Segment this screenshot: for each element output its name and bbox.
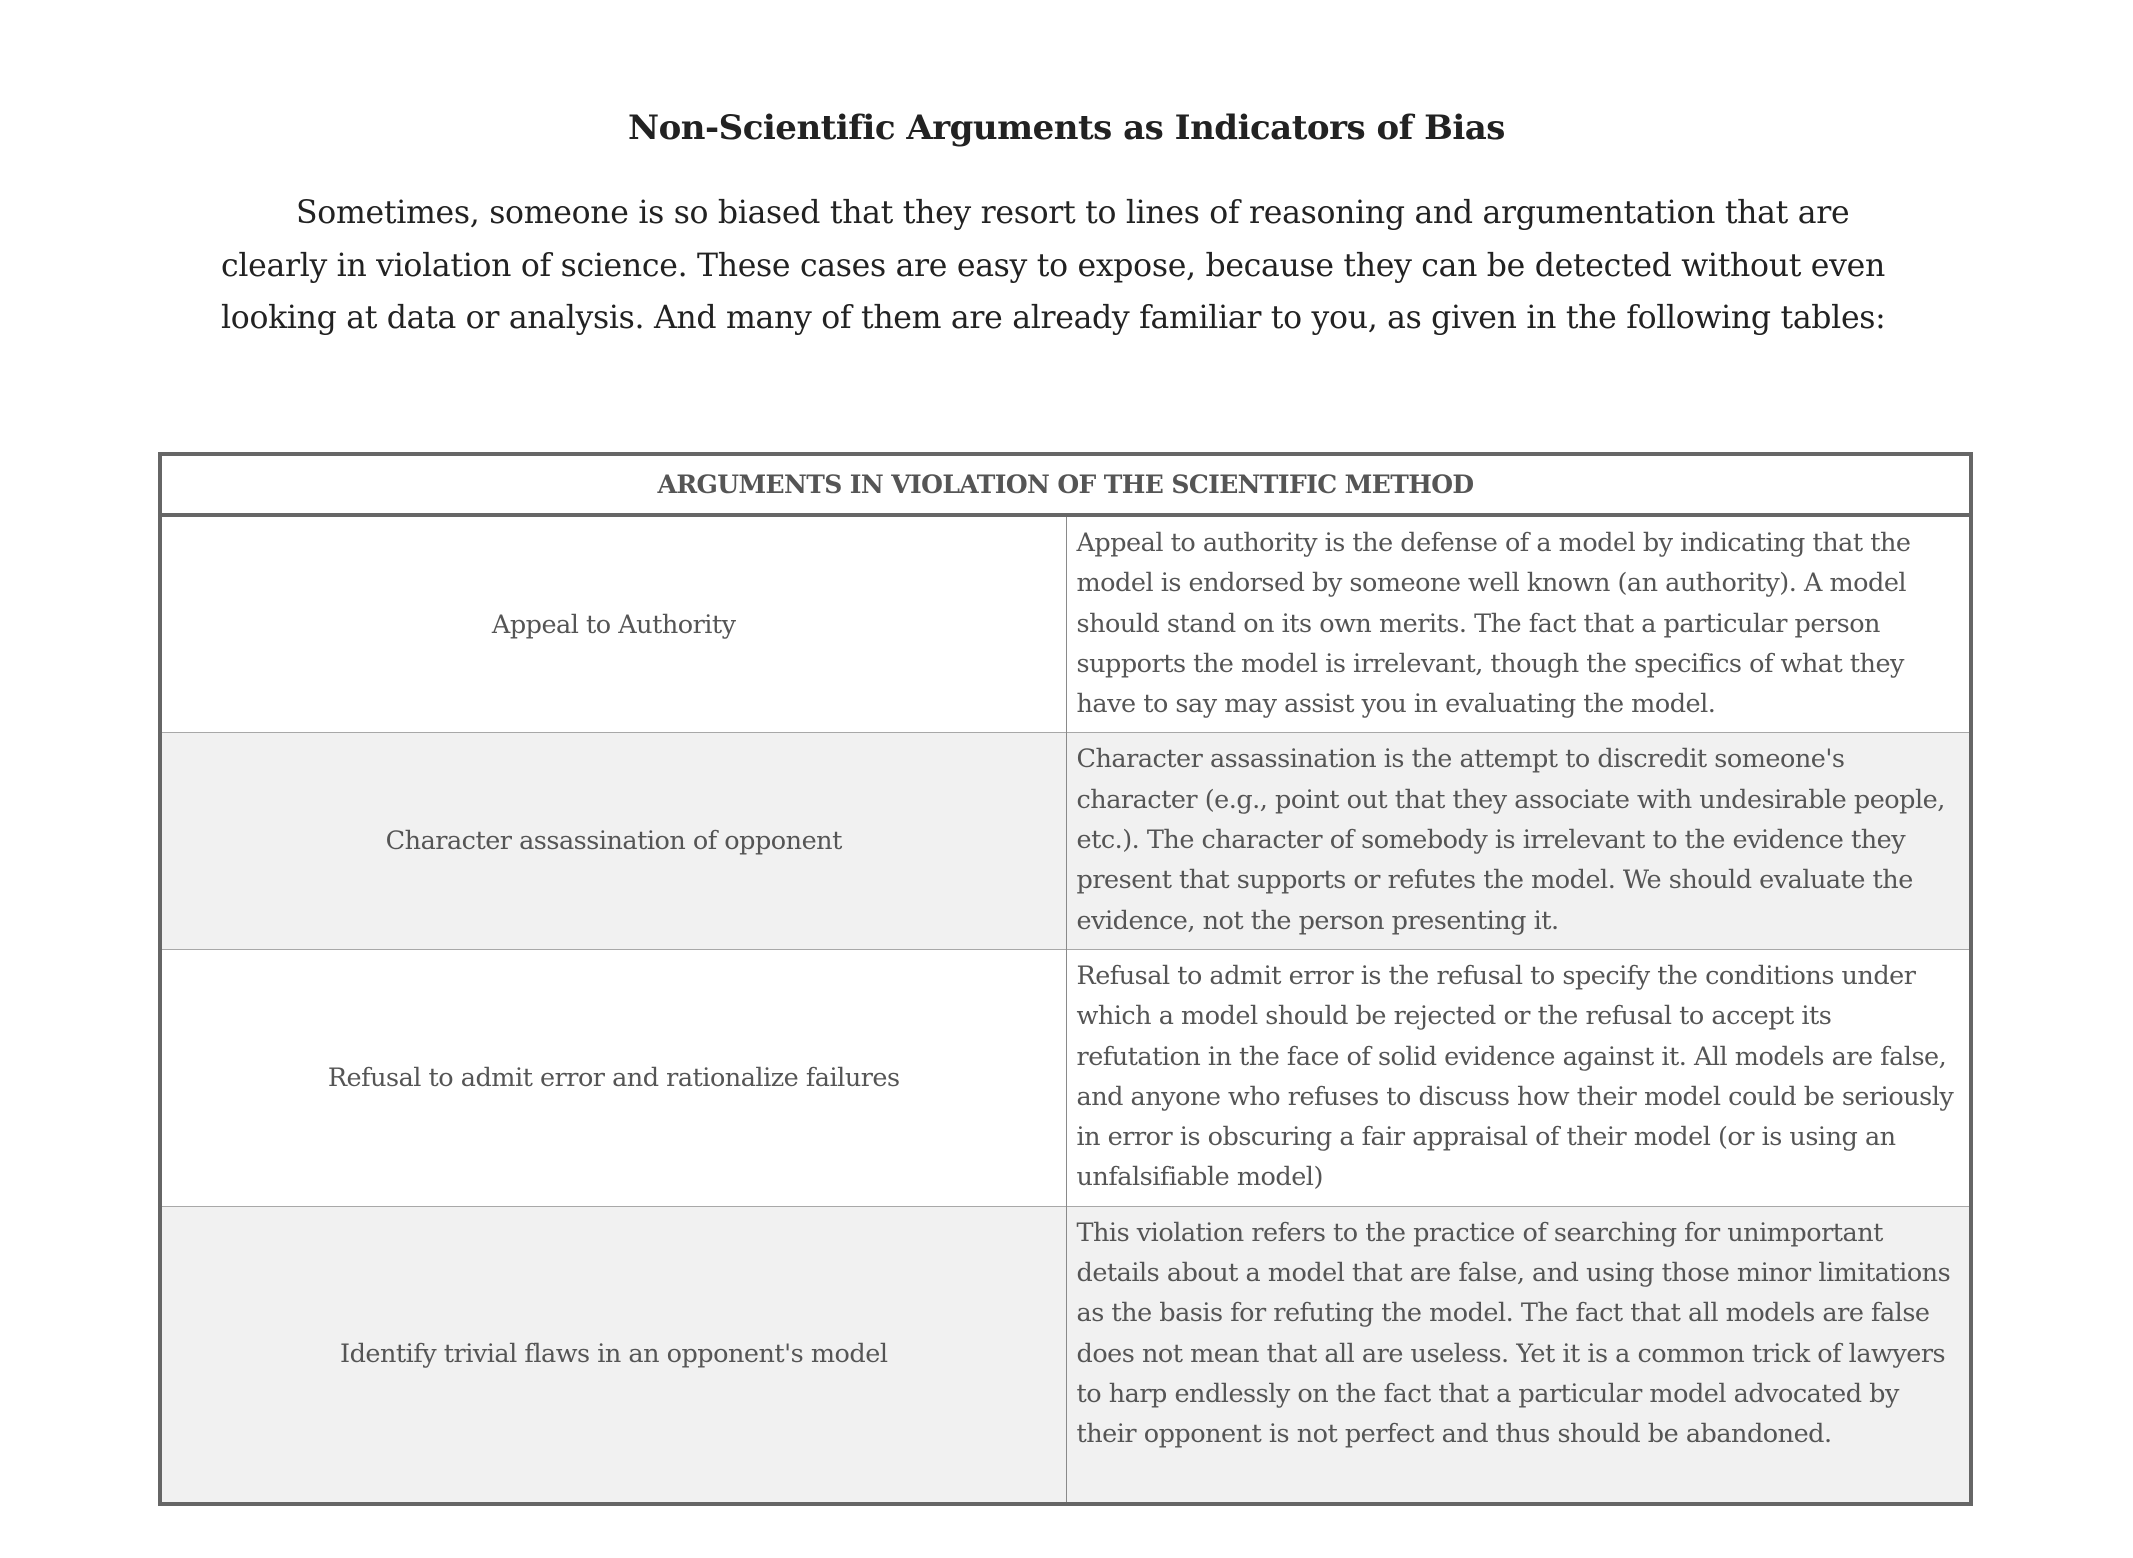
argument-term: Appeal to Authority	[160, 515, 1066, 733]
table-header-row	[160, 454, 1971, 515]
argument-term: Character assassination of opponent	[160, 733, 1066, 949]
arguments-table	[158, 452, 1973, 1506]
table-row	[160, 733, 1971, 949]
argument-term: Identify trivial flaws in an opponent's model	[160, 1206, 1066, 1504]
argument-description: Refusal to admit error is the refusal to specify the conditions under which a model should be rejected or the refusal to accept its refutation in the face of solid evidence against it. All models are false, and anyone who refuses to discuss how their model could be seriously in error is obscuring a fair appraisal of their model (or is using an unfalsifiable model)	[1066, 949, 1971, 1206]
intro-paragraph: Sometimes, someone is so biased that they resort to lines of reasoning and argumentation that are clearly in violation of science. These cases are easy to expose, because they can be detected without even looking at data or analysis. And many of them are already familiar to you, as given in the following tables:	[221, 195, 1886, 336]
argument-description: This violation refers to the practice of searching for unimportant details about a model that are false, and using those minor limitations as the basis for refuting the model. The fact that all models are false does not mean that all are useless. Yet it is a common trick of lawyers to harp endlessly on the fact that a particular model advocated by their opponent is not perfect and thus should be abandoned.	[1066, 1206, 1971, 1504]
argument-description: Appeal to authority is the defense of a model by indicating that the model is endorsed by someone well known (an authority). A model should stand on its own merits. The fact that a particular person supports the model is irrelevant, though the specifics of what they have to say may assist you in evaluating the model.	[1066, 515, 1971, 733]
argument-description: Character assassination is the attempt to discredit someone's character (e.g., point out that they associate with undesirable people, etc.). The character of somebody is irrelevant to the evidence they present that supports or refutes the model. We should evaluate the evidence, not the person presenting it.	[1066, 733, 1971, 949]
document-title: Non-Scientific Arguments as Indicators of Bias	[628, 108, 1505, 148]
table-row	[160, 949, 1971, 1206]
table-row	[160, 1206, 1971, 1504]
table-row	[160, 515, 1971, 733]
table-header: ARGUMENTS IN VIOLATION OF THE SCIENTIFIC METHOD	[160, 454, 1971, 515]
argument-term: Refusal to admit error and rationalize failures	[160, 949, 1066, 1206]
